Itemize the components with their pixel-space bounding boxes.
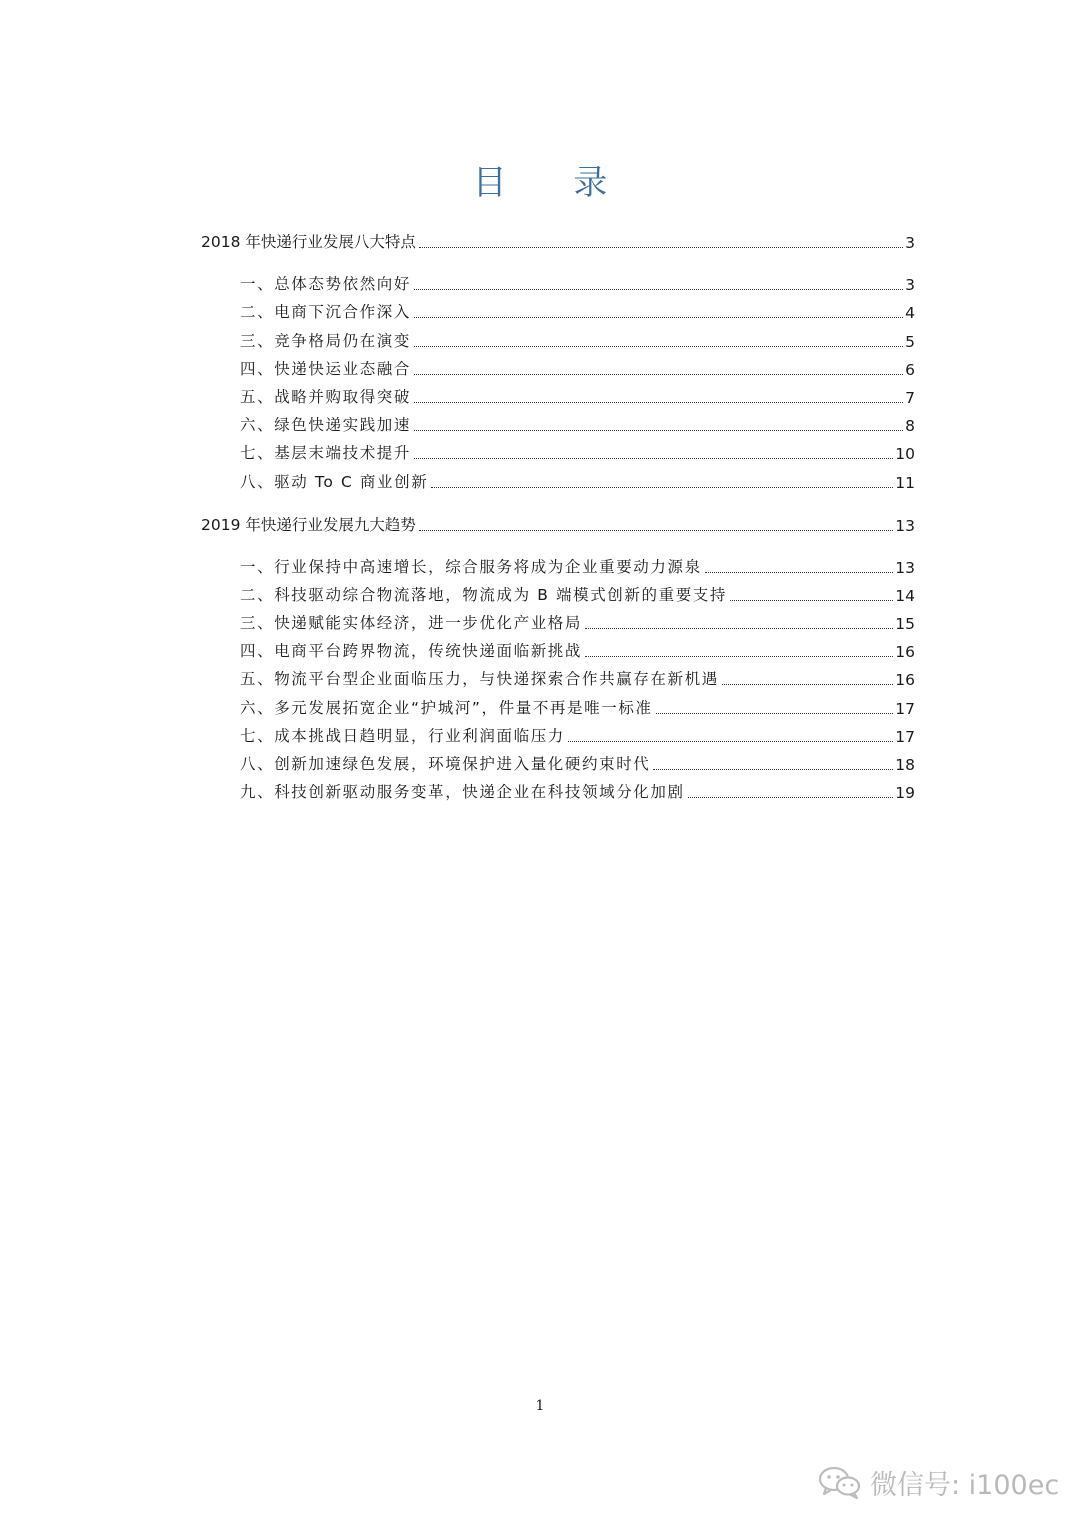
toc-item-page: 5 [905, 332, 915, 351]
toc-item-page: 14 [895, 586, 915, 605]
toc-item-page: 3 [905, 276, 915, 295]
toc-item[interactable] [201, 322, 915, 350]
toc-item-label: 八、驱动 To C 商业创新 [240, 472, 429, 491]
toc-item-label: 六、多元发展拓宽企业“护城河”，件量不再是唯一标准 [240, 698, 653, 717]
toc-item-page: 13 [895, 558, 915, 577]
dot-leader [414, 373, 903, 375]
toc-section-2019 [201, 507, 915, 803]
toc-heading-2019[interactable] [201, 507, 915, 535]
dot-leader [414, 345, 903, 347]
dot-leader [656, 712, 894, 714]
toc-item-label: 八、创新加速绿色发展，环境保护进入量化硬约束时代 [240, 755, 651, 773]
toc-item-label: 二、电商下沉合作深入 [240, 303, 412, 322]
dot-leader [414, 429, 903, 431]
toc-item-label: 一、总体态势依然向好 [240, 275, 412, 294]
toc-item[interactable] [201, 689, 915, 717]
toc-item[interactable] [201, 661, 915, 689]
toc-item[interactable] [201, 633, 915, 661]
toc-item[interactable] [201, 294, 915, 322]
toc-heading-page: 13 [895, 516, 915, 535]
toc-item[interactable] [201, 435, 915, 463]
dot-leader [585, 655, 893, 657]
toc-heading-page: 3 [905, 234, 915, 252]
toc-item-page: 15 [895, 615, 915, 634]
toc-item-page: 10 [895, 445, 915, 464]
toc-item[interactable] [201, 774, 915, 802]
toc-item[interactable] [201, 577, 915, 605]
toc-item-page: 16 [895, 643, 915, 662]
toc-heading-label: 2018 年快递行业发展八大特点 [201, 233, 416, 251]
table-of-contents [201, 224, 915, 802]
dot-leader [568, 740, 893, 742]
page-number: 1 [535, 1398, 545, 1414]
dot-leader [419, 529, 893, 531]
toc-heading-2018[interactable] [201, 224, 915, 252]
toc-item-label: 五、物流平台型企业面临压力，与快递探索合作共赢存在新机遇 [240, 670, 719, 689]
toc-item-label: 七、成本挑战日趋明显，行业利润面临压力 [240, 726, 565, 745]
dot-leader [414, 401, 903, 403]
toc-item-label: 三、快递赋能实体经济，进一步优化产业格局 [240, 614, 583, 633]
dot-leader [705, 571, 894, 573]
dot-leader [585, 627, 893, 629]
wechat-icon [818, 1464, 862, 1500]
toc-item-page: 17 [895, 699, 915, 718]
dot-leader [419, 246, 903, 248]
watermark-text: 微信号: i100ec [870, 1469, 1060, 1501]
toc-item[interactable] [201, 549, 915, 577]
toc-item-label: 九、科技创新驱动服务变革，快递企业在科技领域分化加剧 [240, 783, 685, 802]
toc-item-page: 19 [895, 784, 915, 803]
toc-item-label: 七、基层末端技术提升 [240, 444, 412, 463]
toc-item-label: 四、快递快运业态融合 [240, 359, 412, 378]
toc-item-label: 三、竞争格局仍在演变 [240, 331, 412, 350]
wechat-watermark [818, 1462, 1059, 1502]
toc-item-page: 17 [895, 727, 915, 746]
toc-item-page: 7 [905, 388, 915, 407]
dot-leader [730, 599, 893, 601]
toc-title: 目 录 [472, 163, 636, 203]
toc-item-label: 六、绿色快递实践加速 [240, 416, 412, 435]
toc-item-page: 8 [905, 417, 915, 436]
toc-item[interactable] [201, 605, 915, 633]
toc-item-label: 四、电商平台跨界物流，传统快递面临新挑战 [240, 642, 583, 661]
dot-leader [688, 796, 894, 798]
toc-heading-label: 2019 年快递行业发展九大趋势 [201, 515, 416, 534]
toc-item-page: 18 [895, 756, 915, 774]
toc-item[interactable] [201, 746, 915, 774]
toc-item-page: 6 [905, 360, 915, 379]
toc-item[interactable] [201, 407, 915, 435]
dot-leader [414, 457, 893, 459]
dot-leader [414, 316, 903, 318]
toc-item[interactable] [201, 463, 915, 491]
toc-item-label: 五、战略并购取得突破 [240, 387, 412, 406]
toc-item[interactable] [201, 379, 915, 407]
toc-item[interactable] [201, 718, 915, 746]
toc-item-page: 11 [895, 473, 915, 492]
toc-item-page: 16 [895, 671, 915, 690]
dot-leader [431, 486, 893, 488]
toc-item[interactable] [201, 351, 915, 379]
toc-item[interactable] [201, 266, 915, 294]
dot-leader [653, 768, 893, 770]
dot-leader [414, 288, 903, 290]
toc-item-label: 二、科技驱动综合物流落地，物流成为 B 端模式创新的重要支持 [240, 585, 727, 604]
toc-section-2018 [201, 224, 915, 492]
toc-item-page: 4 [905, 304, 915, 323]
dot-leader [722, 683, 893, 685]
toc-item-label: 一、行业保持中高速增长，综合服务将成为企业重要动力源泉 [240, 557, 702, 576]
